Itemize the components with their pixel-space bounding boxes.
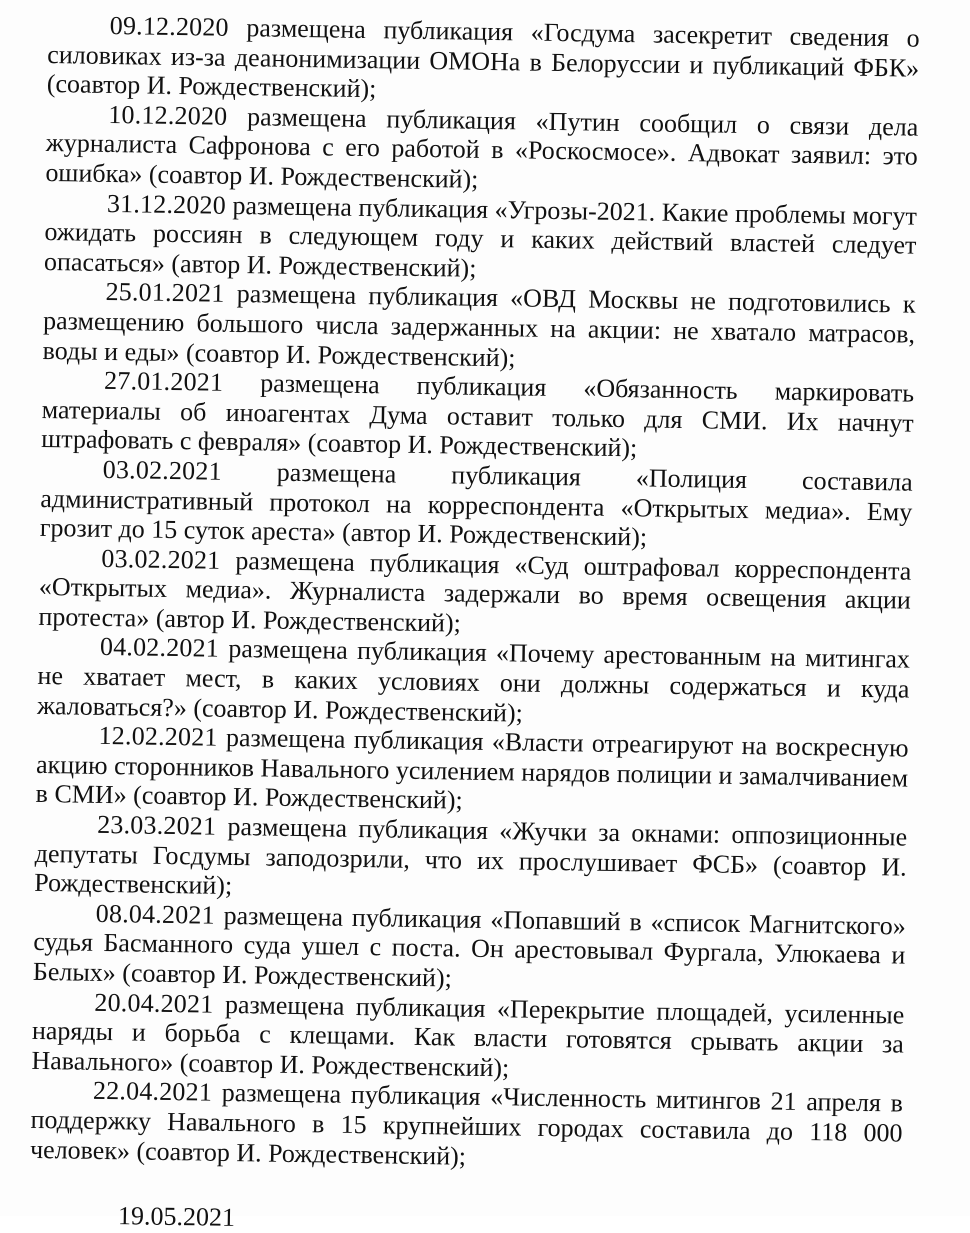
publication-entry xyxy=(33,898,906,1000)
entry-date: 03.02.2021 xyxy=(102,454,223,486)
entry-text: размещена публикация «Угрозы-2021. Какие проблемы могут ожидать россиян в следующем году и каких действий властей следует опасаться» (автор И. Рождественский); xyxy=(43,190,918,283)
publication-entry xyxy=(42,276,915,378)
entry-date: 22.04.2021 xyxy=(92,1076,213,1108)
entry-text: размещена публикация «Почему арестованным на митингах не хватает мест, в каких условиях они должны содержаться и куда жаловаться?» (соавтор И. Рождественский); xyxy=(36,634,911,728)
entry-date: 12.02.2021 xyxy=(98,721,218,753)
entry-text: размещена публикация «Попавший в «список Магнитского» судья Басманного суда ушел с поста. Он арестовывал Фургала, Улюкаева и Белых» (соавтор И. Рождественский); xyxy=(32,900,906,993)
entry-text: размещена публикация «Госдума засекретит сведения о силовиках из-за деанонимизации ОМОНа в Белоруссии и публикаций ФБК» (соавтор И. Рождественский); xyxy=(46,13,920,104)
entry-text: размещена публикация «Жучки за окнами: оппозиционные депутаты Госдумы заподозрили, что их прослушивает ФСБ» (соавтор И. Рождественский); xyxy=(34,811,908,901)
entry-text: размещена публикация «Власти отреагируют на воскресную акцию сторонников Навального усилением нарядов полиции и замалчиванием в СМИ» (соавтор И. Рождественский); xyxy=(35,723,909,816)
entry-date: 25.01.2021 xyxy=(105,277,225,309)
publication-entry xyxy=(38,543,911,645)
publication-entry xyxy=(47,10,920,112)
entry-date: 31.12.2020 xyxy=(106,188,227,220)
publication-entry xyxy=(30,1075,903,1177)
entry-text: размещена публикация «Численность митингов 21 апреля в поддержку Навального в 15 крупнейших городах составила до 118 000 человек» (соавтор И. Рождественский); xyxy=(29,1078,904,1171)
entry-date: 08.04.2021 xyxy=(95,898,216,930)
entry-date: 27.01.2021 xyxy=(103,366,224,397)
entry-date: 03.02.2021 xyxy=(101,543,221,575)
publication-entry xyxy=(45,99,918,201)
entry-date: 20.04.2021 xyxy=(94,987,214,1019)
publication-entry xyxy=(31,986,904,1088)
entry-date: 10.12.2020 xyxy=(108,99,228,131)
document-body xyxy=(30,10,920,1178)
entry-date: 04.02.2021 xyxy=(99,632,220,664)
entry-date: 09.12.2020 xyxy=(109,10,229,42)
publication-entry xyxy=(44,188,917,290)
entry-text: размещена публикация «Путин сообщил о связи дела журналиста Сафронова с его работой в «Роскосмосе». Адвокат заявил: это ошибка» (соавтор И. Рождественский); xyxy=(45,101,919,194)
entry-text: размещена публикация «ОВД Москвы не подготовились к размещению большого числа задержанных на акции: не хватало матрасов, воды и еды» (соавтор И. Рождественский); xyxy=(42,279,916,372)
entry-text: размещена публикация «Перекрытие площадей, усиленные наряды и борьба с клещами. Как власти готовятся срывать акции за Навального» (соавтор И. Рождественский); xyxy=(31,989,905,1083)
entry-text: размещена публикация «Полиция составила административный протокол на корреспондента «Открытых медиа». Ему грозит до 15 суток ареста» (автор И. Рождественский); xyxy=(39,457,913,552)
entry-text: размещена публикация «Суд оштрафовал корреспондента «Открытых медиа». Журналиста задержали во время освещения акции протеста» (автор И. Рождественский); xyxy=(38,545,912,638)
publication-entry xyxy=(40,454,913,556)
cut-off-line: 19.05.2021 xyxy=(117,1201,236,1232)
publication-entry xyxy=(35,720,908,822)
publication-entry xyxy=(34,809,907,911)
entry-date: 23.03.2021 xyxy=(96,809,217,841)
publication-entry xyxy=(37,631,910,733)
publication-entry xyxy=(41,365,914,467)
entry-text: размещена публикация «Обязанность маркировать материалы об иноагентах Дума оставит только для СМИ. Их начнут штрафовать с февраля» (соавтор И. Рождественский); xyxy=(41,368,915,463)
